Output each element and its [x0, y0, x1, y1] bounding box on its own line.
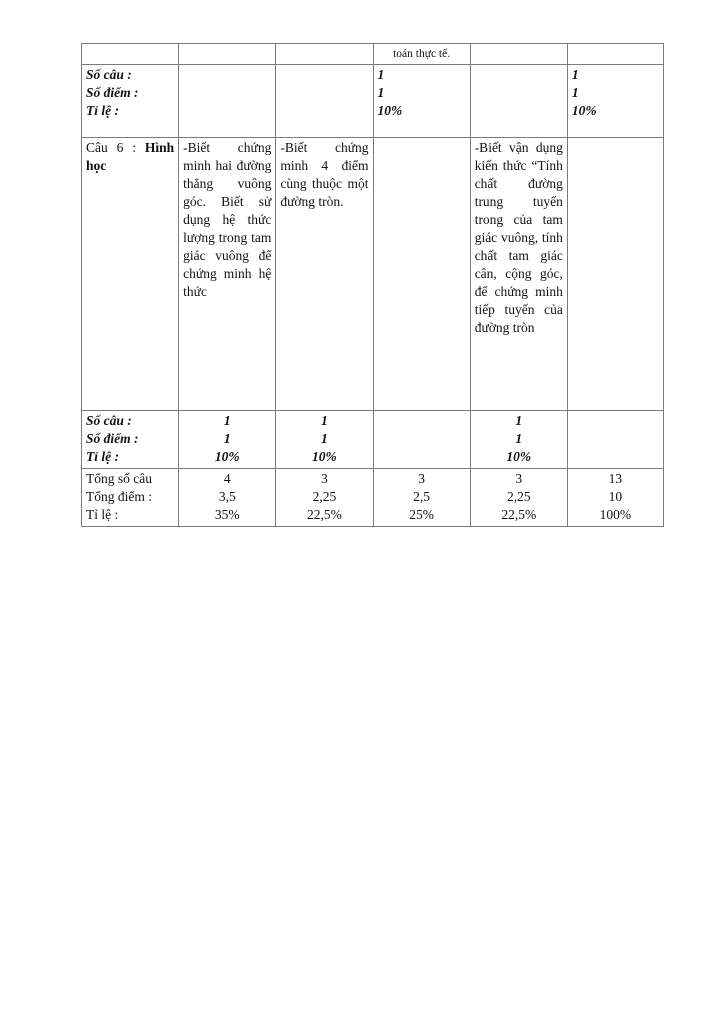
totals-cell [373, 469, 470, 527]
question-prefix: Câu 6 : [86, 140, 145, 155]
total-cau: 13 [608, 471, 623, 486]
totals-cell [567, 469, 663, 527]
ti-le-value: 10% [506, 449, 532, 464]
totals-cell [470, 469, 567, 527]
total-diem: 2,5 [413, 489, 431, 504]
label-tong-so-cau: Tổng số câu [86, 471, 152, 486]
so-cau-value: 1 [223, 413, 231, 428]
table-cell [470, 65, 567, 138]
stats-cell [276, 411, 373, 469]
total-cau: 3 [418, 471, 425, 486]
total-cau: 3 [321, 471, 328, 486]
table-row [82, 411, 664, 469]
label-ti-le: Tỉ lệ : [86, 103, 119, 118]
so-cau-value: 1 [321, 413, 328, 428]
table-cell [373, 44, 470, 65]
total-diem: 2,25 [312, 489, 337, 504]
table-cell [276, 65, 373, 138]
ti-le-value: 10% [214, 449, 240, 464]
label-tong-diem: Tổng điểm : [86, 489, 152, 504]
so-cau-value: 1 [571, 67, 579, 82]
ti-le-value: 10% [377, 103, 403, 118]
totals-cell [179, 469, 276, 527]
so-diem-value: 1 [223, 431, 231, 446]
table-cell [276, 44, 373, 65]
totals-cell [276, 469, 373, 527]
total-ti-le: 22,5% [306, 507, 342, 522]
table-cell [179, 44, 276, 65]
total-diem: 2,25 [506, 489, 531, 504]
table-cell [179, 65, 276, 138]
description-text: -Biết chứng minh hai đường thẳng vuông góc. Biết sử dụng hệ thức lượng trong tam giác vuông để chứng minh hệ thức [183, 140, 272, 299]
matrix-table [81, 43, 664, 527]
table-row [82, 469, 664, 527]
stats-cell [373, 65, 470, 138]
description-cell [276, 138, 373, 411]
stats-label-cell [82, 65, 179, 138]
total-ti-le: 25% [409, 507, 434, 522]
ti-le-value: 10% [312, 449, 337, 464]
table-cell [470, 44, 567, 65]
description-cell [470, 138, 567, 411]
total-ti-le: 35% [214, 507, 240, 522]
description-cell [179, 138, 276, 411]
table-row [82, 44, 664, 65]
label-so-diem: Số điểm : [86, 85, 139, 100]
total-diem: 3,5 [218, 489, 236, 504]
total-ti-le: 100% [599, 507, 632, 522]
totals-label-cell [82, 469, 179, 527]
so-diem-value: 1 [515, 431, 523, 446]
label-so-cau: Số câu : [86, 67, 132, 82]
table-cell [373, 138, 470, 411]
table-cell [373, 411, 470, 469]
so-diem-value: 1 [321, 431, 328, 446]
so-cau-value: 1 [377, 67, 385, 82]
table-cell [567, 44, 663, 65]
description-text: -Biết vận dụng kiến thức “Tính chất đường trung tuyến trong của tam giác vuông, tính chất tam giác cân, cộng góc, để chứng minh tiếp tuyến của đường tròn [474, 140, 563, 335]
label-so-diem: Số điểm : [86, 431, 139, 446]
label-ti-le: Tỉ lệ : [86, 507, 119, 522]
stats-cell [567, 65, 663, 138]
stats-cell [470, 411, 567, 469]
stats-cell [179, 411, 276, 469]
ti-le-value: 10% [571, 103, 597, 118]
question-label-cell [82, 138, 179, 411]
stats-label-cell [82, 411, 179, 469]
table-cell [82, 44, 179, 65]
so-diem-value: 1 [571, 85, 579, 100]
table-cell [567, 411, 663, 469]
table-cell [567, 138, 663, 411]
so-cau-value: 1 [515, 413, 523, 428]
table-row [82, 65, 664, 138]
table-row [82, 138, 664, 411]
cell-text: toán thực tế. [393, 48, 451, 60]
description-text: -Biết chứng minh 4 điểm cùng thuộc một đường tròn. [280, 140, 369, 209]
question-title: Hình học [86, 140, 175, 173]
total-ti-le: 22,5% [501, 507, 537, 522]
total-cau: 4 [223, 471, 231, 486]
so-diem-value: 1 [377, 85, 385, 100]
total-cau: 3 [515, 471, 523, 486]
total-diem: 10 [608, 489, 623, 504]
label-so-cau: Số câu : [86, 413, 132, 428]
label-ti-le: Tỉ lệ : [86, 449, 119, 464]
